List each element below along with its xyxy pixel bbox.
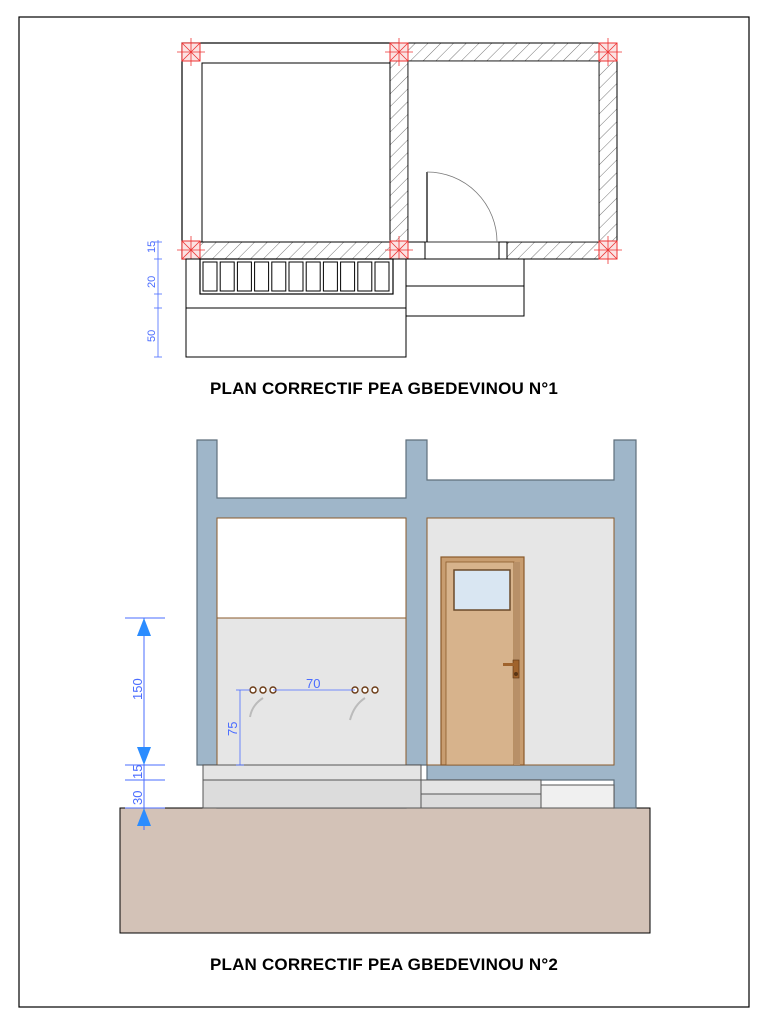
elev-dim-15: 15 bbox=[130, 764, 145, 779]
plan-dim-15: 15 bbox=[146, 240, 158, 253]
trough-slot bbox=[358, 262, 372, 291]
entrance-step-upper bbox=[406, 259, 524, 286]
shared-wall bbox=[390, 43, 408, 259]
left-bottom-wall bbox=[182, 242, 408, 259]
right-plinth bbox=[541, 785, 614, 808]
right-room-right-wall bbox=[599, 43, 617, 259]
left-room-inner bbox=[202, 63, 390, 242]
ground bbox=[120, 808, 650, 933]
door-jamb-right bbox=[499, 242, 507, 259]
trough-slot bbox=[306, 262, 320, 291]
tap-height-dim: 75 bbox=[225, 721, 240, 736]
plan-title-1: PLAN CORRECTIF PEA GBEDEVINOU N°1 bbox=[209, 379, 559, 398]
elev-dim-30: 30 bbox=[130, 790, 145, 805]
door-window bbox=[454, 570, 510, 610]
trough-slot bbox=[237, 262, 251, 291]
trough-slot bbox=[220, 262, 234, 291]
trough-slots bbox=[203, 262, 389, 291]
platform-base bbox=[203, 780, 421, 808]
plan-dim-50: 50 bbox=[146, 329, 158, 342]
left-upper-opening bbox=[217, 518, 406, 618]
plan-title-2: PLAN CORRECTIF PEA GBEDEVINOU N°2 bbox=[209, 955, 559, 974]
entrance-step-lower bbox=[406, 286, 524, 316]
step-upper bbox=[421, 780, 541, 794]
floor-plan bbox=[146, 38, 622, 357]
elevation-view bbox=[120, 440, 650, 933]
right-room-top-wall bbox=[399, 43, 617, 61]
platform-top bbox=[203, 765, 421, 780]
tap-spacing-dim: 70 bbox=[306, 676, 321, 691]
trough-slot bbox=[203, 262, 217, 291]
trough-slot bbox=[323, 262, 337, 291]
right-room-interior bbox=[408, 61, 599, 242]
trough-slot bbox=[341, 262, 355, 291]
plan-dim-20: 20 bbox=[146, 275, 158, 288]
door-jamb-left bbox=[408, 242, 425, 259]
trough-slot bbox=[289, 262, 303, 291]
elev-dim-150: 150 bbox=[130, 678, 145, 700]
step-lower bbox=[421, 794, 541, 808]
trough-slot bbox=[255, 262, 269, 291]
trough-slot bbox=[375, 262, 389, 291]
trough-slot bbox=[272, 262, 286, 291]
